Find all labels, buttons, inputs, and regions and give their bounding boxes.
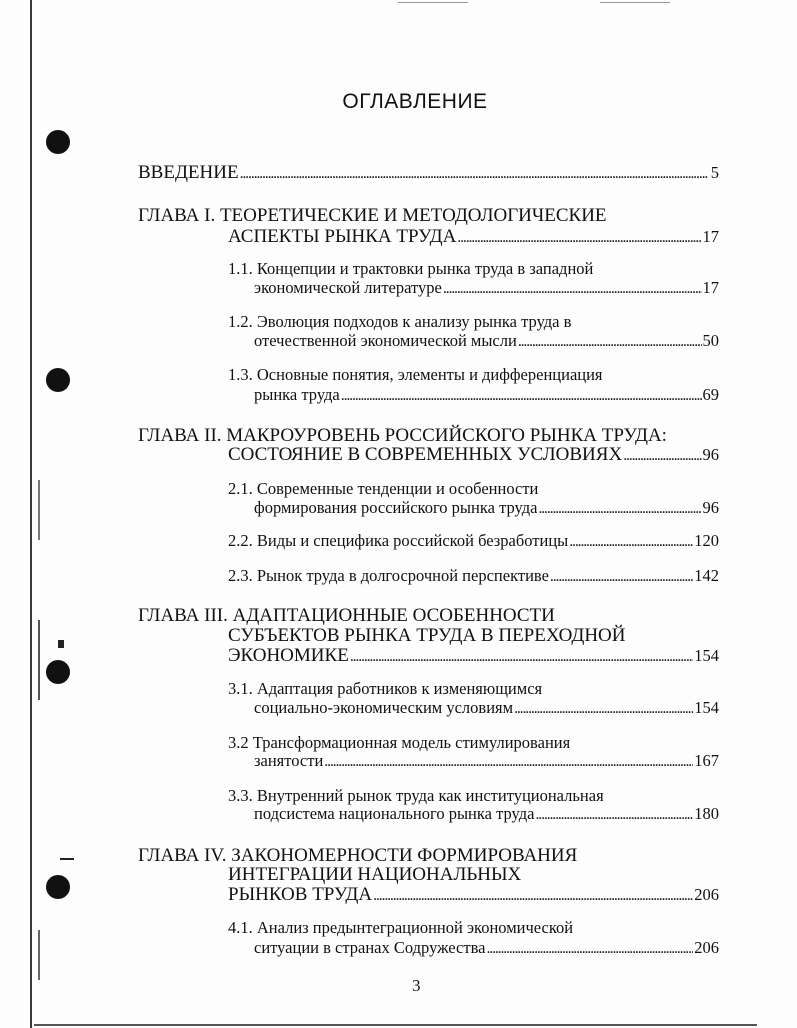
toc-leader-dots [240,162,710,184]
toc-page-number: 5 [710,163,719,182]
toc-entry-title: ИНТЕГРАЦИИ НАЦИОНАЛЬНЫХ [228,864,522,885]
toc-entry-title: ГЛАВА IV. ЗАКОНОМЕРНОСТИ ФОРМИРОВАНИЯ [138,845,578,866]
toc-entry-title: 3.3. Внутренний рынок труда как институциональная [228,786,604,805]
scan-speck [38,930,40,980]
toc-section-heading [228,259,593,279]
toc-section-heading [228,918,573,938]
toc-page-number: 17 [702,227,719,246]
toc-entry-section-1-1[interactable] [254,278,719,298]
toc-entry-title: ГЛАВА II. МАКРОУРОВЕНЬ РОССИЙСКОГО РЫНКА ТРУДА: [138,425,667,446]
toc-entry-title: 2.3. Рынок труда в долгосрочной перспективе [228,566,549,585]
toc-entry-section-3-3[interactable] [254,804,719,824]
toc-entry-title: 2.1. Современные тенденции и особенности [228,479,539,498]
scan-top-dash [398,2,468,3]
toc-leader-dots [538,498,701,518]
toc-page-number: 206 [694,885,719,904]
toc-page-number: 50 [702,331,719,350]
toc-entry-title: АСПЕКТЫ РЫНКА ТРУДА [228,226,457,247]
toc-leader-dots [457,226,701,248]
toc-entry-section-2-2[interactable] [228,531,719,551]
toc-page-number: 69 [702,385,719,404]
toc-leader-dots [518,331,702,351]
toc-entry-chapter-2[interactable] [228,444,719,466]
toc-section-heading [228,365,603,385]
toc-section-heading [228,733,570,753]
toc-entry-chapter-3[interactable] [228,645,719,667]
toc-leader-dots [514,698,693,718]
punch-hole [46,368,70,392]
toc-page-number: 154 [694,646,719,665]
scan-speck [60,858,74,860]
toc-leader-dots [443,278,702,298]
page-number: 3 [412,976,421,995]
toc-page-number: 142 [694,566,719,585]
toc-entry-chapter-4[interactable] [228,884,719,906]
toc-entry-title: 3.2 Трансформационная модель стимулирования [228,733,571,752]
toc-chapter-heading [138,205,607,227]
toc-entry-section-1-2[interactable] [254,331,719,351]
punch-hole [46,130,70,154]
toc-entry-title: СУБЪЕКТОВ РЫНКА ТРУДА В ПЕРЕХОДНОЙ [228,625,626,646]
toc-section-heading [228,786,604,806]
toc-entry-title: ГЛАВА III. АДАПТАЦИОННЫЕ ОСОБЕННОСТИ [138,605,555,626]
toc-page-number: 96 [702,498,719,517]
toc-entry-section-2-3[interactable] [228,566,719,586]
punch-hole [46,660,70,684]
toc-entry-title: 2.2. Виды и специфика российской безработицы [228,531,569,550]
toc-page-number: 120 [694,531,719,550]
toc-chapter-heading [228,864,521,886]
toc-entry-title: РЫНКОВ ТРУДА [228,884,373,905]
punch-hole [46,875,70,899]
toc-section-heading [228,479,538,499]
toc-leader-dots [373,884,693,906]
toc-leader-dots [550,566,693,586]
toc-entry-title: социально-экономическим условиям [254,698,514,717]
toc-entry-title: занятости [254,751,324,770]
toc-entry-title: 1.1. Концепции и трактовки рынка труда в западной [228,259,594,278]
toc-entry-title: ситуации в странах Содружества [254,938,486,957]
toc-entry-title: ВВЕДЕНИЕ [138,162,239,183]
toc-entry-title: ЭКОНОМИКЕ [228,645,349,666]
toc-entry-title: формирования российского рынка труда [254,498,538,517]
toc-leader-dots [324,751,693,771]
scan-left-edge [30,0,32,1028]
toc-entry-section-1-3[interactable] [254,385,719,405]
toc-leader-dots [350,645,693,667]
page-title: ОГЛАВЛЕНИЕ [342,90,488,113]
scan-speck [38,620,40,700]
toc-leader-dots [569,531,693,551]
scan-top-dash [600,2,670,3]
toc-page-number: 206 [694,938,719,957]
toc-page-number: 180 [694,804,719,823]
scan-bottom-edge [34,1024,757,1026]
toc-chapter-heading [228,625,626,647]
toc-entry-title: экономической литературе [254,278,442,297]
toc-leader-dots [486,938,693,958]
toc-entry-title: 1.3. Основные понятия, элементы и дифференциация [228,365,603,384]
toc-entry-title: 3.1. Адаптация работников к изменяющимся [228,679,543,698]
scan-speck [38,480,40,540]
toc-page-number: 17 [702,278,719,297]
scan-speck [58,640,64,648]
toc-page-number: 167 [694,751,719,770]
toc-entry-section-4-1[interactable] [254,938,719,958]
toc-entry-section-2-1[interactable] [254,498,719,518]
toc-entry-section-3-1[interactable] [254,698,719,718]
toc-leader-dots [341,385,702,405]
toc-entry-title: подсистема национального рынка труда [254,804,535,823]
toc-entry-title: отечественной экономической мысли [254,331,517,350]
toc-entry-title: рынка труда [254,385,340,404]
toc-entry-title: СОСТОЯНИЕ В СОВРЕМЕННЫХ УСЛОВИЯХ [228,444,623,465]
toc-entry-intro[interactable] [138,162,719,184]
toc-section-heading [228,312,571,332]
toc-page-number: 154 [694,698,719,717]
toc-entry-section-3-2[interactable] [254,751,719,771]
toc-entry-chapter-1[interactable] [228,226,719,248]
toc-entry-title: ГЛАВА I. ТЕОРЕТИЧЕСКИЕ И МЕТОДОЛОГИЧЕСКИЕ [138,205,607,226]
toc-section-heading [228,679,542,699]
toc-chapter-heading [138,605,555,627]
toc-entry-title: 1.2. Эволюция подходов к анализу рынка труда в [228,312,572,331]
toc-page-number: 96 [702,445,719,464]
toc-leader-dots [535,804,693,824]
toc-leader-dots [623,444,701,466]
toc-entry-title: 4.1. Анализ предынтеграционной экономической [228,918,574,937]
